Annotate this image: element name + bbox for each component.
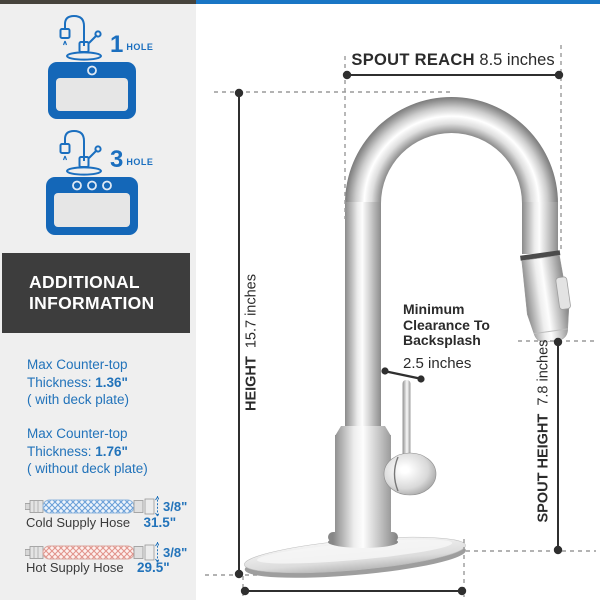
spec-note: ( without deck plate) — [27, 461, 148, 476]
clearance-line3: Backsplash — [403, 332, 481, 348]
additional-information-header — [2, 253, 190, 333]
spout-height-value: 7.8 inches — [535, 339, 552, 406]
cold-hose-length: 31.5" — [143, 515, 177, 530]
spec-thickness-label: Thickness: — [27, 374, 96, 390]
spec-thickness-label: Thickness: — [27, 443, 96, 459]
spec-note: ( with deck plate) — [27, 392, 130, 407]
height-value: 15.7 inches — [243, 274, 260, 349]
clearance-line2: Clearance To — [403, 316, 490, 333]
spec-line1: Max Counter-top — [27, 426, 128, 441]
spec-with-deck-plate — [27, 356, 187, 409]
handle-lever — [403, 380, 411, 458]
spout-height-annotation — [535, 339, 553, 523]
hole-count-label-1 — [110, 33, 153, 57]
height-annotation — [244, 273, 261, 413]
hot-hose-caption — [26, 559, 170, 577]
spout-height-label: SPOUT HEIGHT — [535, 413, 552, 523]
spec-line1: Max Counter-top — [27, 357, 128, 372]
hole-word: HOLE — [126, 42, 154, 52]
spout-reach-label: SPOUT REACH — [351, 51, 475, 69]
spec-thickness-value: 1.76" — [95, 443, 128, 459]
cold-hose-name: Cold Supply Hose — [26, 515, 131, 530]
spout-reach-annotation — [341, 51, 565, 70]
hole-count-label-3 — [110, 148, 153, 172]
clearance-annotation — [403, 302, 513, 372]
hole-number: 1 — [110, 31, 124, 58]
top-bar-left — [0, 0, 196, 4]
pull-down-sprayer-head — [519, 250, 575, 344]
clearance-line — [384, 371, 422, 379]
faucet-icon — [55, 127, 113, 177]
hot-hose-name: Hot Supply Hose — [26, 560, 124, 575]
spout-reach-value: 8.5 inches — [479, 51, 555, 69]
clearance-value: 2.5 inches — [403, 354, 472, 372]
sink-3-hole-icon — [46, 177, 138, 235]
hole-word: HOLE — [126, 157, 154, 167]
faucet-icon — [55, 12, 113, 62]
hot-hose-length: 29.5" — [137, 560, 170, 575]
cold-hose-caption — [26, 514, 176, 532]
clearance-line1: Minimum — [403, 301, 465, 317]
hole-number: 3 — [110, 146, 124, 173]
hot-hose-fitting-size: 3/8" — [163, 545, 188, 560]
info-title-line2: INFORMATION — [29, 293, 155, 313]
sink-1-hole-icon — [48, 62, 136, 119]
handle-joint — [384, 453, 436, 495]
cold-hose-fitting-size: 3/8" — [163, 499, 188, 514]
spec-without-deck-plate — [27, 425, 187, 478]
spec-thickness-value: 1.36" — [95, 374, 128, 390]
height-label: HEIGHT — [243, 356, 260, 412]
info-title-line1: ADDITIONAL — [29, 272, 140, 292]
